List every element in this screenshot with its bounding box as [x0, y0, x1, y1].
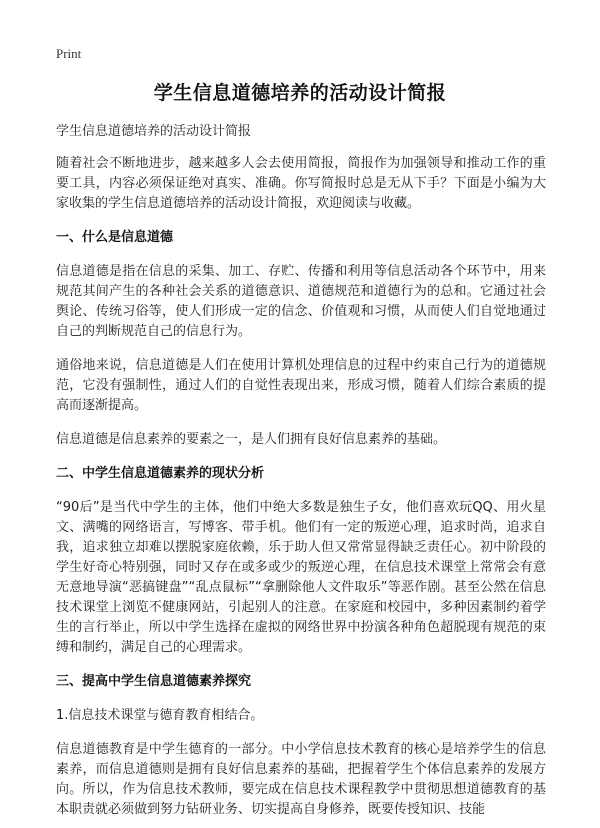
section-3-paragraph-1: 1.信息技术课堂与德育教育相结合。: [56, 708, 264, 723]
section-1-paragraph-2: 通俗地来说，信息道德是人们在使用计算机处理信息的过程中约束自己行为的道德规范，它没有强制性，通过人们的自觉性表现出来，形成习惯，随着人们综合素质的提高而逐渐提高。: [56, 358, 546, 413]
section-heading-2: 二、中学生信息道德素养的现状分析: [56, 466, 265, 481]
section-2-paragraph-1: “90后”是当代中学生的主体，他们中绝大多数是独生子女，他们喜欢玩QQ、用火星文、满嘴的网络语言，写博客、带手机。他们有一定的叛逆心理，追求时尚，追求自我，追求独立却难以摆脱家庭依赖，乐于助人但又常常显得缺乏责任心。初中阶段的学生好奇心特别强，同时又存在或多或少的叛逆心理，在信息技术课堂上常常会有意无意地导演“恶搞键盘”“乱点鼠标”“拿删除他人文件取乐”等恶作剧。甚至公然在信息技术课堂上浏览不健康网站，引起别人的注意。在家庭和校园中，多种因素制约着学生的言行举止，所以中学生选择在虚拟的网络世界中扮演各种角色超脱现有规范的束缚和制约，满足自己的心理需求。: [56, 500, 546, 655]
intro-paragraph: 随着社会不断地进步，越来越多人会去使用简报，简报作为加强领导和推动工作的重要工具，内容必须保证绝对真实、准确。你写简报时总是无从下手？下面是小编为大家收集的学生信息道德培养的活动设计简报，欢迎阅读与收藏。: [56, 156, 546, 211]
print-link[interactable]: Print: [56, 46, 82, 61]
section-3-paragraph-2: 信息道德教育是中学生德育的一部分。中小学信息技术教育的核心是培养学生的信息素养，而信息道德则是拥有良好信息素养的基础，把握着学生个体信息素养的发展方向。所以，作为信息技术教师，要完成在信息技术课程教学中贯彻思想道德教育的基本职责就必须做到努力钻研业务、切实提高自身修养，既要传授知识、技能: [56, 742, 546, 817]
section-1-paragraph-3: 信息道德是信息素养的要素之一，是人们拥有良好信息素养的基础。: [56, 432, 447, 447]
document-subtitle: 学生信息道德培养的活动设计简报: [56, 124, 252, 139]
page-title: 学生信息道德培养的活动设计简报: [153, 82, 447, 104]
section-heading-3: 三、提高中学生信息道德素养探究: [56, 674, 252, 689]
document-body: [56, 122, 546, 828]
section-heading-1: 一、什么是信息道德: [56, 230, 174, 245]
section-1-paragraph-1: 信息道德是指在信息的采集、加工、存贮、传播和利用等信息活动各个环节中，用来规范其间产生的各种社会关系的道德意识、道德规范和道德行为的总和。它通过社会舆论、传统习俗等，使人们形成一定的信念、价值观和习惯，从而使人们自觉地通过自己的判断规范自己的信息行为。: [56, 264, 546, 339]
